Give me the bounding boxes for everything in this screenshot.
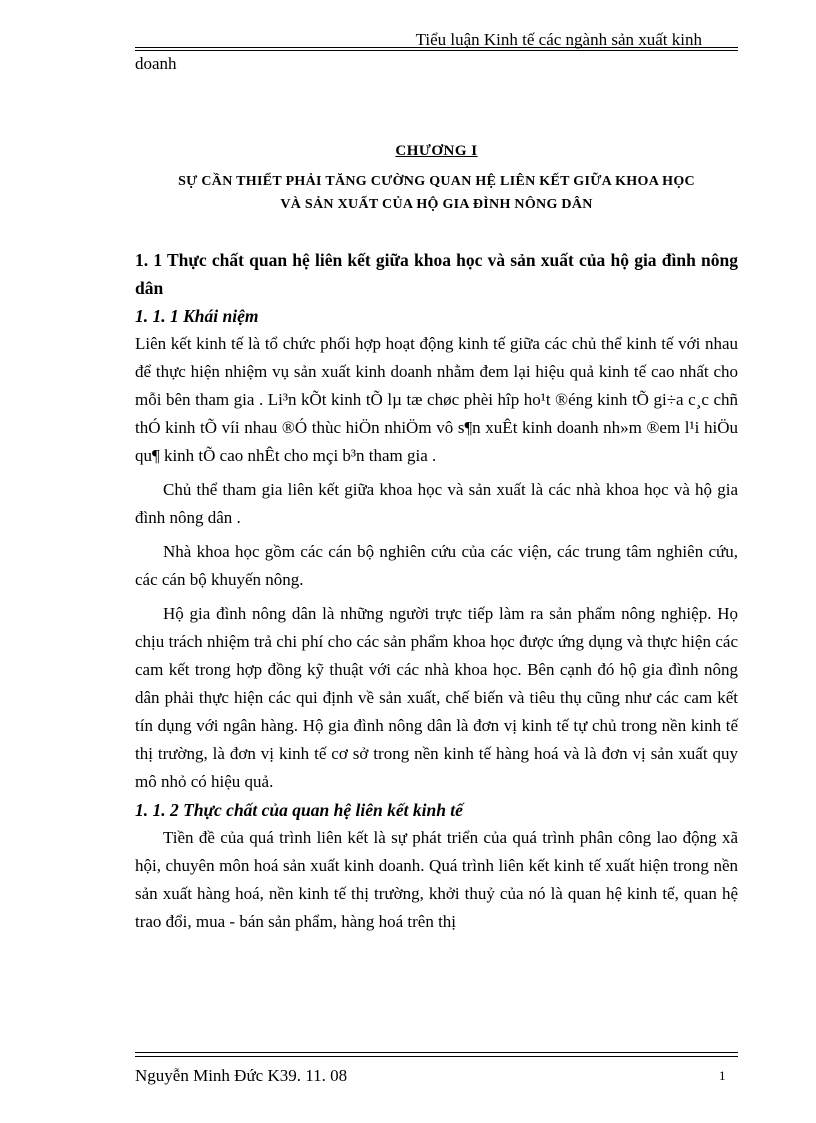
- paragraph: Tiền đề của quá trình liên kết là sự phát triển của quá trình phân công lao động xã hội, chuyên môn hoá sản xuất kinh doanh. Quá trình liên kết kinh tế xuất hiện trong nền sản xuất hàng hoá, nền kinh tế thị trường, khởi thuỷ của nó là quan hệ kinh tế, quan hệ trao đổi, mua - bán sản phẩm, hàng hoá trên thị: [135, 828, 738, 931]
- header-rule-top: [135, 47, 738, 48]
- header-title: Tiểu luận Kinh tế các ngành sản xuất kinh: [415, 30, 702, 49]
- page-header: [135, 30, 738, 52]
- chapter-title: CHƯƠNG I: [395, 143, 478, 159]
- chapter-subtitle-line: VÀ SẢN XUẤT CỦA HỘ GIA ĐÌNH NÔNG DÂN: [280, 197, 593, 212]
- paragraph: Hộ gia đình nông dân là những người trực tiếp làm ra sản phẩm nông nghiệp. Họ chịu trách nhiệm trả chi phí cho các sản phẩm khoa học được ứng dụng và thực hiện các cam kết trong hợp đồng kỹ thuật với các nhà khoa học. Bên cạnh đó hộ gia đình nông dân phải thực hiện các qui định về sản xuất, chế biến và tiêu thụ cũng như các cam kết tín dụng với ngân hàng. Hộ gia đình nông dân là đơn vị kinh tế tự chủ trong nền kinh tế thị trường, là đơn vị kinh tế cơ sở trong nền kinh tế hàng hoá và là đơn vị sản xuất quy mô nhỏ có hiệu quả.: [135, 604, 738, 791]
- subsection-heading: 1. 1. 1 Khái niệm: [135, 306, 259, 326]
- header-title-continuation: doanh: [135, 54, 177, 73]
- footer-rule-bottom: [135, 1056, 738, 1057]
- page-number: 1: [719, 1068, 726, 1083]
- paragraph: Chủ thể tham gia liên kết giữa khoa học và sản xuất là các nhà khoa học và hộ gia đình nông dân .: [135, 480, 738, 527]
- paragraph: Liên kết kinh tế là tổ chức phối hợp hoạt động kinh tế giữa các chủ thể kinh tế với nhau để thực hiện nhiệm vụ sản xuất kinh doanh nhằm đem lại hiệu quả kinh tế cao nhất cho mỗi bên tham gia . Li³n kÕt kinh tÕ lµ tæ chøc phèi hîp ho¹t ®éng kinh tÕ gi÷a c¸c chñ thÓ kinh tÕ víi nhau ®Ó thùc hiÖn nhiÖm vô s¶n xuÊt kinh doanh nh»m ®em l¹i hiÖu qu¶ kinh tÕ cao nhÊt cho mçi b³n tham gia .: [135, 334, 738, 465]
- section-heading: 1. 1 Thực chất quan hệ liên kết giữa khoa học và sản xuất của hộ gia đình nông dân: [135, 250, 738, 298]
- paragraph: Nhà khoa học gồm các cán bộ nghiên cứu của các viện, các trung tâm nghiên cứu, các cán bộ khuyến nông.: [135, 542, 738, 589]
- chapter-subtitle: [135, 170, 738, 216]
- footer-author: Nguyễn Minh Đức K39. 11. 08: [135, 1066, 348, 1085]
- footer-rule-top: [135, 1052, 738, 1053]
- subsection-heading: 1. 1. 2 Thực chất của quan hệ liên kết kinh tế: [135, 800, 463, 820]
- header-rule-bottom: [135, 50, 738, 51]
- document-body: [135, 246, 738, 936]
- chapter-subtitle-line: SỰ CẦN THIẾT PHẢI TĂNG CƯỜNG QUAN HỆ LIÊN KẾT GIỮA KHOA HỌC: [178, 174, 695, 189]
